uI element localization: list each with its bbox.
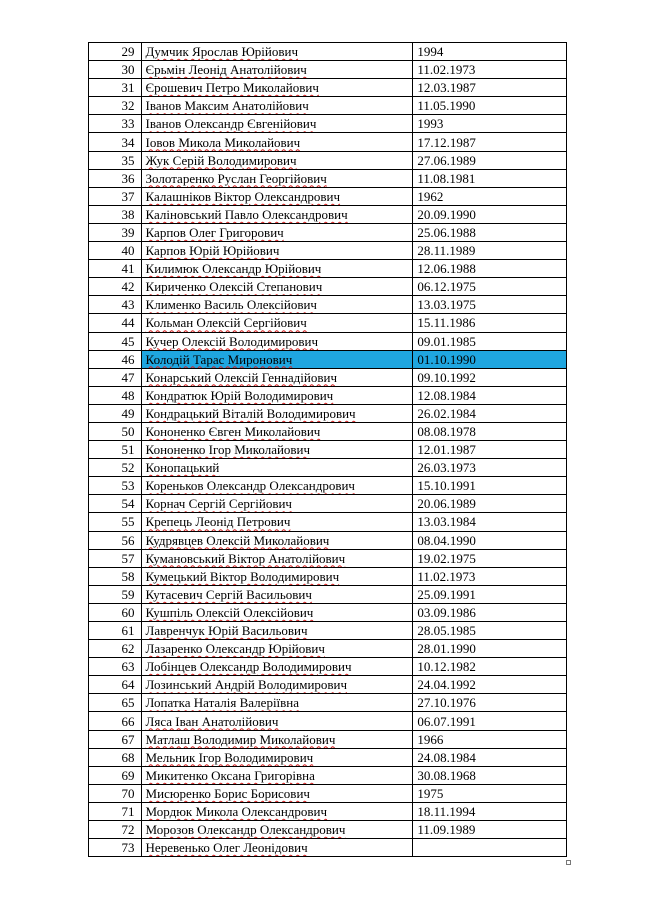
person-name-cell [141, 839, 413, 857]
row-number: 58 [89, 567, 142, 585]
birth-date: 1962 [413, 187, 567, 205]
person-name: Кумановський Віктор Анатолійович [145, 550, 346, 566]
person-name-cell [141, 242, 413, 260]
birth-date: 06.12.1975 [413, 278, 567, 296]
birth-date: 28.05.1985 [413, 622, 567, 640]
table-row [89, 748, 567, 766]
person-name-cell [141, 332, 413, 350]
person-name-cell [141, 694, 413, 712]
person-name: Кутасевич Сергій Васильович [145, 586, 312, 602]
person-name: Корнач Сергій Сергійович [145, 496, 292, 512]
birth-date: 11.05.1990 [413, 97, 567, 115]
person-name-cell [141, 115, 413, 133]
person-name: Калашніков Віктор Олександрович [145, 188, 341, 204]
birth-date: 15.11.1986 [413, 314, 567, 332]
table-row [89, 549, 567, 567]
row-number: 51 [89, 441, 142, 459]
birth-date: 1993 [413, 115, 567, 133]
table-row [89, 404, 567, 422]
birth-date: 25.06.1988 [413, 223, 567, 241]
person-name-cell [141, 368, 413, 386]
person-name: Крепець Леонід Петрович [145, 514, 291, 530]
person-name-cell [141, 43, 413, 61]
person-name-cell [141, 622, 413, 640]
birth-date: 12.08.1984 [413, 386, 567, 404]
table-row [89, 115, 567, 133]
person-name-cell [141, 404, 413, 422]
row-number: 29 [89, 43, 142, 61]
birth-date: 11.08.1981 [413, 169, 567, 187]
person-name: Кудрявцев Олексій Миколайович [145, 532, 330, 548]
birth-date: 12.06.1988 [413, 260, 567, 278]
birth-date: 13.03.1975 [413, 296, 567, 314]
table-row [89, 332, 567, 350]
row-number: 60 [89, 603, 142, 621]
person-name: Матлаш Володимир Миколайович [145, 731, 336, 747]
person-name-cell [141, 296, 413, 314]
birth-date: 10.12.1982 [413, 658, 567, 676]
table-row [89, 278, 567, 296]
birth-date: 27.06.1989 [413, 151, 567, 169]
birth-date: 06.07.1991 [413, 712, 567, 730]
person-name-cell [141, 513, 413, 531]
table-row [89, 79, 567, 97]
person-name: Карпов Юрій Юрійович [145, 243, 280, 259]
row-number: 70 [89, 784, 142, 802]
person-name: Лопатка Наталія Валеріївна [145, 695, 300, 711]
table-row [89, 622, 567, 640]
person-name-cell [141, 386, 413, 404]
row-number: 31 [89, 79, 142, 97]
birth-date: 15.10.1991 [413, 477, 567, 495]
person-name: Кучер Олексій Володимирович [145, 333, 319, 349]
table-row [89, 531, 567, 549]
birth-date: 11.02.1973 [413, 61, 567, 79]
table-row [89, 61, 567, 79]
row-number: 36 [89, 169, 142, 187]
person-name-cell [141, 350, 413, 368]
table-row [89, 712, 567, 730]
birth-date: 11.02.1973 [413, 567, 567, 585]
birth-date: 26.03.1973 [413, 459, 567, 477]
table-row [89, 567, 567, 585]
person-name: Кушпіль Олексій Олексійович [145, 604, 314, 620]
row-number: 55 [89, 513, 142, 531]
end-of-table-marker [566, 860, 571, 865]
table-row [89, 585, 567, 603]
row-number: 73 [89, 839, 142, 857]
birth-date: 12.01.1987 [413, 441, 567, 459]
table-row [89, 495, 567, 513]
birth-date: 03.09.1986 [413, 603, 567, 621]
table-row [89, 730, 567, 748]
person-name-cell [141, 676, 413, 694]
row-number: 40 [89, 242, 142, 260]
table-row [89, 441, 567, 459]
row-number: 33 [89, 115, 142, 133]
person-name-cell [141, 712, 413, 730]
table-row [89, 368, 567, 386]
row-number: 63 [89, 658, 142, 676]
row-number: 56 [89, 531, 142, 549]
row-number: 47 [89, 368, 142, 386]
person-name: Лавренчук Юрій Васильович [145, 623, 308, 639]
row-number: 54 [89, 495, 142, 513]
row-number: 48 [89, 386, 142, 404]
birth-date: 17.12.1987 [413, 133, 567, 151]
person-name-cell [141, 784, 413, 802]
row-number: 37 [89, 187, 142, 205]
person-name: Іовов Микола Миколайович [145, 134, 301, 150]
person-name: Думчик Ярослав Юрійович [145, 44, 299, 60]
row-number: 38 [89, 205, 142, 223]
person-name: Мордюк Микола Олександрович [145, 803, 328, 819]
row-number: 61 [89, 622, 142, 640]
person-name-cell [141, 459, 413, 477]
person-name: Іванов Олександр Євгенійович [145, 116, 317, 132]
table-row [89, 314, 567, 332]
birth-date: 25.09.1991 [413, 585, 567, 603]
row-number: 50 [89, 422, 142, 440]
table-row [89, 169, 567, 187]
person-name: Кириченко Олексій Степанович [145, 279, 323, 295]
row-number: 44 [89, 314, 142, 332]
table-row [89, 477, 567, 495]
person-name: Микитенко Оксана Григорівна [145, 767, 315, 783]
table-row [89, 513, 567, 531]
person-name: Лазаренко Олександр Юрійович [145, 641, 325, 657]
person-name-cell [141, 441, 413, 459]
person-name-cell [141, 314, 413, 332]
birth-date: 11.09.1989 [413, 821, 567, 839]
people-table [88, 42, 567, 857]
person-name-cell [141, 260, 413, 278]
person-name: Колодій Тарас Миронович [145, 351, 293, 367]
table-row [89, 839, 567, 857]
row-number: 49 [89, 404, 142, 422]
person-name: Іванов Максим Анатолійович [145, 98, 309, 114]
table-row [89, 459, 567, 477]
person-name-cell [141, 658, 413, 676]
row-number: 41 [89, 260, 142, 278]
person-name-cell [141, 748, 413, 766]
birth-date: 24.08.1984 [413, 748, 567, 766]
person-name-cell [141, 278, 413, 296]
row-number: 71 [89, 802, 142, 820]
table-row [89, 97, 567, 115]
person-name: Мисюренко Борис Борисович [145, 785, 310, 801]
person-name: Каліновський Павло Олександрович [145, 206, 348, 222]
birth-date: 18.11.1994 [413, 802, 567, 820]
person-name-cell [141, 585, 413, 603]
row-number: 42 [89, 278, 142, 296]
row-number: 39 [89, 223, 142, 241]
row-number: 62 [89, 640, 142, 658]
birth-date: 12.03.1987 [413, 79, 567, 97]
person-name-cell [141, 61, 413, 79]
birth-date: 20.06.1989 [413, 495, 567, 513]
birth-date: 01.10.1990 [413, 350, 567, 368]
person-name: Килимюк Олександр Юрійович [145, 261, 322, 277]
person-name: Єрошевич Петро Миколайович [145, 80, 319, 96]
birth-date: 28.01.1990 [413, 640, 567, 658]
person-name-cell [141, 422, 413, 440]
row-number: 69 [89, 766, 142, 784]
birth-date: 13.03.1984 [413, 513, 567, 531]
birth-date: 08.04.1990 [413, 531, 567, 549]
person-name-cell [141, 97, 413, 115]
person-name-cell [141, 567, 413, 585]
person-name-cell [141, 169, 413, 187]
birth-date: 26.02.1984 [413, 404, 567, 422]
row-number: 67 [89, 730, 142, 748]
birth-date: 1966 [413, 730, 567, 748]
row-number: 30 [89, 61, 142, 79]
table-row [89, 676, 567, 694]
person-name-cell [141, 151, 413, 169]
birth-date: 09.10.1992 [413, 368, 567, 386]
birth-date: 19.02.1975 [413, 549, 567, 567]
person-name: Ляса Іван Анатолійович [145, 713, 279, 729]
row-number: 72 [89, 821, 142, 839]
row-number: 46 [89, 350, 142, 368]
person-name-cell [141, 205, 413, 223]
table-row [89, 640, 567, 658]
row-number: 66 [89, 712, 142, 730]
table-row [89, 802, 567, 820]
table-row [89, 386, 567, 404]
person-name: Жук Серій Володимирович [145, 152, 297, 168]
row-number: 34 [89, 133, 142, 151]
person-name: Неревенько Олег Леонідович [145, 840, 308, 856]
row-number: 32 [89, 97, 142, 115]
person-name-cell [141, 477, 413, 495]
table-row [89, 766, 567, 784]
table-row [89, 260, 567, 278]
table-row [89, 658, 567, 676]
person-name-cell [141, 133, 413, 151]
row-number: 68 [89, 748, 142, 766]
person-name: Карпов Олег Григорович [145, 224, 284, 240]
person-name: Кондрацький Віталій Володимирович [145, 405, 356, 421]
person-name-cell [141, 821, 413, 839]
row-number: 59 [89, 585, 142, 603]
person-name: Кондратюк Юрій Володимирович [145, 387, 334, 403]
table-row [89, 350, 567, 368]
person-name-cell [141, 187, 413, 205]
row-number: 45 [89, 332, 142, 350]
person-name: Кононенко Євген Миколайович [145, 424, 321, 440]
birth-date: 1975 [413, 784, 567, 802]
birth-date: 09.01.1985 [413, 332, 567, 350]
person-name-cell [141, 495, 413, 513]
table-row [89, 223, 567, 241]
table-row [89, 694, 567, 712]
birth-date [413, 839, 567, 857]
person-name-cell [141, 766, 413, 784]
birth-date: 28.11.1989 [413, 242, 567, 260]
table-row [89, 242, 567, 260]
person-name: Кумецький Віктор Володимирович [145, 568, 340, 584]
birth-date: 20.09.1990 [413, 205, 567, 223]
table-row [89, 43, 567, 61]
table-row [89, 784, 567, 802]
table-row [89, 187, 567, 205]
row-number: 35 [89, 151, 142, 169]
row-number: 43 [89, 296, 142, 314]
person-name: Єрьмін Леонід Анатолійович [145, 62, 307, 78]
person-name: Конопацький [145, 460, 220, 476]
table-row [89, 205, 567, 223]
row-number: 64 [89, 676, 142, 694]
person-name: Золотаренко Руслан Георгійович [145, 170, 327, 186]
table-row [89, 151, 567, 169]
person-name: Кононенко Ігор Миколайович [145, 442, 311, 458]
person-name: Клименко Василь Олексійович [145, 297, 317, 313]
person-name-cell [141, 603, 413, 621]
table-row [89, 821, 567, 839]
birth-date: 27.10.1976 [413, 694, 567, 712]
table-row [89, 422, 567, 440]
row-number: 52 [89, 459, 142, 477]
person-name-cell [141, 223, 413, 241]
row-number: 53 [89, 477, 142, 495]
person-name: Кореньков Олександр Олександрович [145, 478, 355, 494]
person-name: Мельник Ігор Володимирович [145, 749, 314, 765]
person-name-cell [141, 79, 413, 97]
person-name-cell [141, 730, 413, 748]
birth-date: 30.08.1968 [413, 766, 567, 784]
table-row [89, 603, 567, 621]
row-number: 65 [89, 694, 142, 712]
person-name-cell [141, 802, 413, 820]
person-name: Лозинський Андрій Володимирович [145, 677, 348, 693]
row-number: 57 [89, 549, 142, 567]
table-row [89, 133, 567, 151]
person-name-cell [141, 640, 413, 658]
birth-date: 08.08.1978 [413, 422, 567, 440]
people-table-body [89, 43, 567, 857]
table-row [89, 296, 567, 314]
person-name-cell [141, 549, 413, 567]
person-name-cell [141, 531, 413, 549]
birth-date: 1994 [413, 43, 567, 61]
person-name: Морозов Олександр Олександрович [145, 822, 346, 838]
birth-date: 24.04.1992 [413, 676, 567, 694]
person-name: Кольман Олексій Сергійович [145, 315, 307, 331]
person-name: Конарський Олексій Геннадійович [145, 369, 337, 385]
person-name: Лобінцев Олександр Володимирович [145, 659, 352, 675]
